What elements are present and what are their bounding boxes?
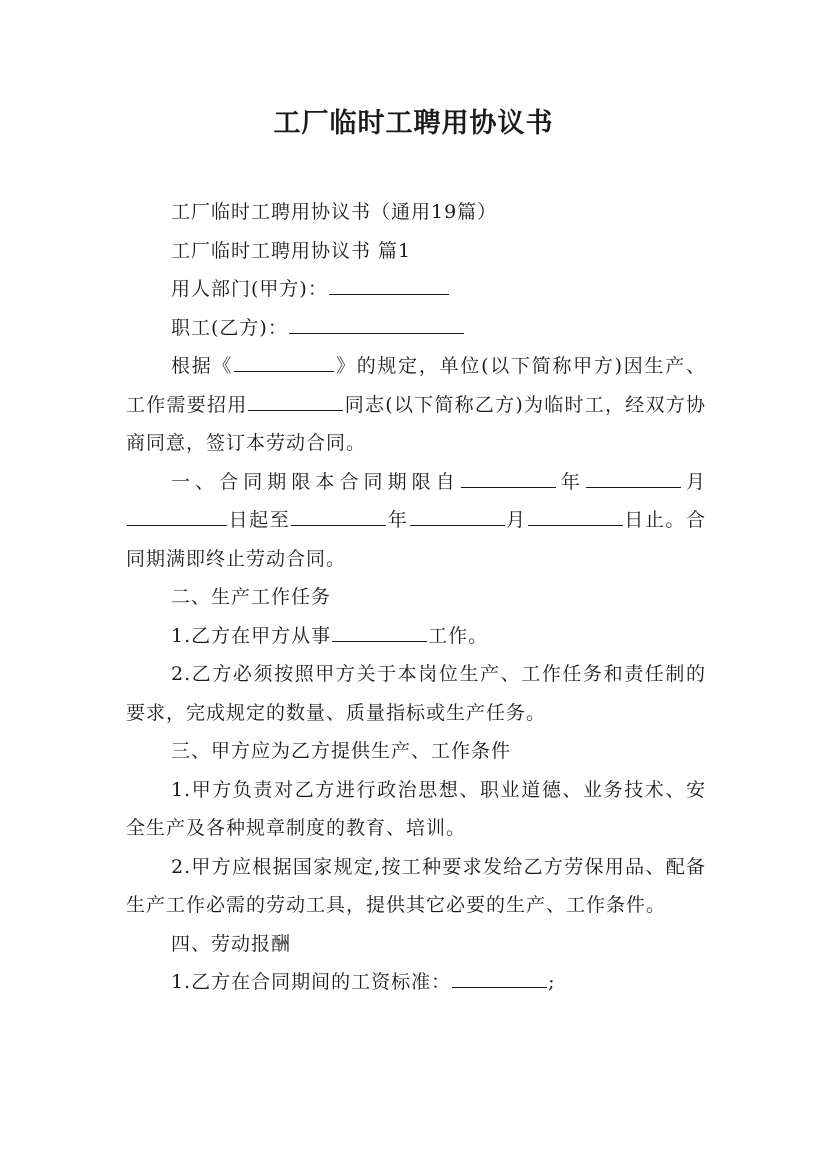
paragraph-section-4: 四、劳动报酬 — [171, 932, 292, 955]
employee-blank — [289, 315, 464, 334]
paragraph-section-3: 三、甲方应为乙方提供生产、工作条件 — [171, 740, 512, 762]
paragraph-employer — [126, 270, 706, 309]
basis-text-b: 》的规定，单位(以下简称甲方)因生产、工作需要招用 — [126, 355, 706, 416]
paragraph-2-2: 2.乙方必须按照甲方关于本岗位生产、工作任务和责任制的要求，完成规定的数量、质量指标或生产任务。 — [126, 663, 706, 724]
term-month1: 月 — [681, 470, 706, 493]
paragraph-2-1 — [126, 617, 706, 656]
start-month-blank — [586, 469, 681, 488]
end-year-blank — [291, 507, 386, 526]
employee-label: 职工(乙方)： — [171, 316, 288, 339]
wage-text-b: ; — [548, 971, 556, 993]
regulation-blank — [234, 353, 334, 372]
paragraph-subtitle: 工厂临时工聘用协议书（通用19篇） — [171, 201, 498, 223]
paragraph-basis — [126, 347, 706, 463]
name-blank — [248, 392, 343, 411]
term-year2: 年 — [387, 509, 409, 531]
work-blank — [332, 623, 427, 642]
start-year-blank — [461, 469, 556, 488]
basis-text-a: 根据《 — [171, 355, 234, 377]
work-text-a: 1.乙方在甲方从事 — [171, 624, 332, 647]
term-day1: 日起至 — [228, 509, 291, 531]
paragraph-term — [126, 463, 706, 579]
employer-label: 用人部门(甲方)： — [171, 278, 328, 300]
paragraph-part-heading: 工厂临时工聘用协议书 篇1 — [171, 239, 412, 262]
basis-text-c: 同志(以下简称乙方)为临时工，经双方协商同意，签订本劳动合同。 — [126, 393, 706, 454]
paragraph-section-2: 二、生产工作任务 — [171, 586, 332, 608]
term-year1: 年 — [556, 470, 585, 493]
document-title: 工厂临时工聘用协议书 — [273, 108, 554, 139]
term-month2: 月 — [505, 509, 527, 531]
employer-blank — [329, 276, 449, 295]
paragraph-3-1: 1.甲方负责对乙方进行政治思想、职业道德、业务技术、安全生产及各种规章制度的教育、培训。 — [126, 778, 706, 839]
start-day-blank — [127, 507, 227, 526]
paragraph-4-1 — [126, 963, 706, 1002]
paragraph-3-2: 2.甲方应根据国家规定,按工种要求发给乙方劳保用品、配备生产工作必需的劳动工具，提供其它必要的生产、工作条件。 — [126, 855, 706, 916]
wage-blank — [452, 969, 547, 988]
term-text-a: 一、合同期限本合同期限自 — [171, 470, 460, 493]
paragraph-employee — [126, 309, 706, 348]
wage-text-a: 1.乙方在合同期间的工资标准： — [171, 971, 452, 993]
end-day-blank — [528, 507, 623, 526]
document-body — [126, 193, 706, 1002]
end-month-blank — [410, 507, 505, 526]
work-text-b: 工作。 — [428, 624, 489, 647]
term-end: 日止。合同期满即终止劳动合同。 — [126, 509, 706, 570]
